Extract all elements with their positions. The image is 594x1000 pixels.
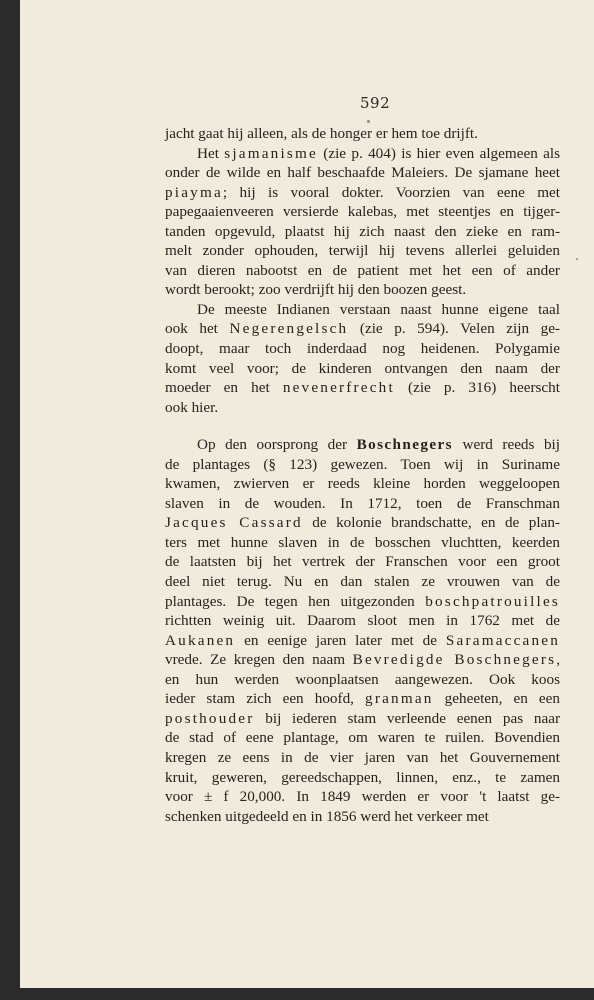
- text-run: vrede. Ze kregen den naam: [165, 651, 353, 669]
- text-run: De meeste Indianen verstaan naast hunne eigene taal: [197, 300, 560, 318]
- text-line: [165, 455, 560, 475]
- text-line: [165, 572, 560, 592]
- text-run: jacht gaat hij alleen, als de honger er hem toe drijft.: [165, 125, 478, 142]
- text-line: [165, 807, 560, 827]
- text-line: [165, 378, 560, 398]
- text-run: papegaaienveeren versierde kalebas, met steentjes en tijger-: [165, 203, 560, 221]
- text-run: ters met hunne slaven in de bosschen vluchtten, keerden: [165, 533, 560, 551]
- text-line: [165, 787, 560, 807]
- spaced-term: Negerengelsch: [229, 320, 349, 338]
- text-run: richtten weinig uit. Daarom sloot men in 1762 met de: [165, 612, 560, 630]
- spaced-term: boschpatrouilles: [425, 592, 560, 610]
- text-line: [165, 319, 560, 339]
- text-run: deel niet terug. Nu en dan stalen ze vrouwen van de: [165, 573, 560, 591]
- text-line: [165, 359, 560, 379]
- text-run: ook het: [165, 320, 230, 338]
- text-run: Het: [197, 144, 225, 162]
- text-line: [165, 398, 560, 418]
- text-line: [165, 474, 560, 494]
- text-run: voor ± f 20,000. In 1849 werden er voor 't laatst ge-: [165, 788, 560, 806]
- text-run: Op den oorsprong der: [197, 436, 357, 454]
- text-line: [165, 768, 560, 788]
- book-page: [20, 0, 594, 988]
- spaced-term: nevenerfrecht: [282, 379, 395, 397]
- text-line: [165, 592, 560, 612]
- text-run: onder de wilde en half beschaafde Maleiers. De sjamane heet: [165, 164, 560, 182]
- text-run: tanden opgevuld, plaatst hij zich naast den zieke en ram-: [165, 222, 560, 240]
- text-line: [165, 513, 560, 533]
- text-run: slaven in de wouden. In 1712, toen de Franschman: [165, 494, 560, 512]
- text-line: [165, 709, 560, 729]
- text-line: [165, 280, 560, 300]
- text-line: [165, 494, 560, 514]
- text-line: [165, 611, 560, 631]
- text-run: de plantages (§ 123) gewezen. Toen wij in Suriname: [165, 455, 560, 473]
- text-line: [165, 339, 560, 359]
- text-run: moeder en het: [165, 379, 283, 397]
- text-line: [165, 552, 560, 572]
- text-run: (zie p. 594). Velen zijn ge-: [348, 320, 560, 338]
- text-run: werd reeds bij: [452, 436, 560, 454]
- text-line: [165, 631, 560, 651]
- text-run: (zie p. 316) heerscht: [394, 379, 560, 397]
- text-line: [165, 728, 560, 748]
- text-run: kwamen, zwierven er reeds kleine horden weggeloopen: [165, 475, 560, 493]
- text-line: [165, 261, 560, 281]
- text-run: en hun werden woonplaatsen aangewezen. Ook koos: [165, 670, 560, 688]
- text-run: melt zonder ophouden, terwijl hij tevens allerlei geluiden: [165, 242, 560, 260]
- text-line: [165, 163, 560, 183]
- spaced-term: granman: [365, 690, 434, 708]
- paper-speck: [576, 258, 578, 260]
- text-run: (zie p. 404) is hier even algemeen als: [317, 144, 560, 162]
- text-line: [165, 435, 560, 455]
- text-line: [165, 533, 560, 553]
- text-run: bij iederen stam verleende eenen pas naar: [254, 709, 560, 727]
- paper-speck: [367, 120, 370, 123]
- text-run: de stad of eene plantage, om waren te ruilen. Bovendien: [165, 729, 560, 747]
- text-run: van dieren nabootst en de patient met het een of ander: [165, 261, 560, 279]
- text-run: komt veel voor; de kinderen ontvangen den naam der: [165, 359, 560, 377]
- text-run: geheeten, en een: [433, 690, 561, 708]
- text-line: [165, 300, 560, 320]
- text-run: ,: [556, 651, 561, 669]
- text-run: doopt, maar toch inderdaad nog heidenen. Polygamie: [165, 340, 560, 358]
- text-line: [165, 670, 560, 690]
- text-line: [165, 144, 560, 164]
- text-line: [165, 241, 560, 261]
- text-line: [165, 222, 560, 242]
- text-run: ieder stam zich een hoofd,: [165, 690, 366, 708]
- text-line: [165, 689, 560, 709]
- spaced-term: Aukanen: [165, 631, 236, 649]
- page-number: 592: [360, 94, 391, 112]
- text-run: schenken uitgedeeld en in 1856 werd het verkeer met: [165, 807, 489, 825]
- text-run: kregen ze eens in de vier jaren van het Gouvernement: [165, 748, 560, 766]
- text-run: plantages. De tegen hen uitgezonden: [165, 592, 426, 610]
- spaced-term: sjamanisme: [224, 144, 318, 162]
- spaced-term: posthouder: [165, 709, 255, 727]
- text-run: en eenige jaren later met de: [235, 631, 446, 649]
- spaced-term: Bevredigde Boschnegers: [352, 651, 557, 669]
- text-run: ook hier.: [165, 398, 219, 416]
- text-run: de laatsten bij het vertrek der Franschen voor een groot: [165, 553, 560, 571]
- bold-term: Boschnegers: [356, 436, 453, 454]
- text-line: [165, 650, 560, 670]
- text-line: [165, 748, 560, 768]
- spaced-term: Saramaccanen: [445, 631, 560, 649]
- text-line: [165, 202, 560, 222]
- spaced-term: piayma: [165, 183, 223, 201]
- text-run: ; hij is vooral dokter. Voorzien van eene met: [222, 183, 560, 201]
- text-line: [165, 183, 560, 203]
- text-run: wordt berookt; zoo verdrijft hij den boozen geest.: [165, 281, 467, 299]
- body-text: [165, 124, 560, 826]
- text-run: de kolonie brandschatte, en de plan-: [302, 514, 560, 532]
- section-break: [165, 417, 560, 435]
- text-run: kruit, geweren, gereedschappen, linnen, enz., te zamen: [165, 768, 560, 786]
- text-line: [165, 124, 560, 144]
- spaced-term: Jacques Cassard: [165, 514, 303, 532]
